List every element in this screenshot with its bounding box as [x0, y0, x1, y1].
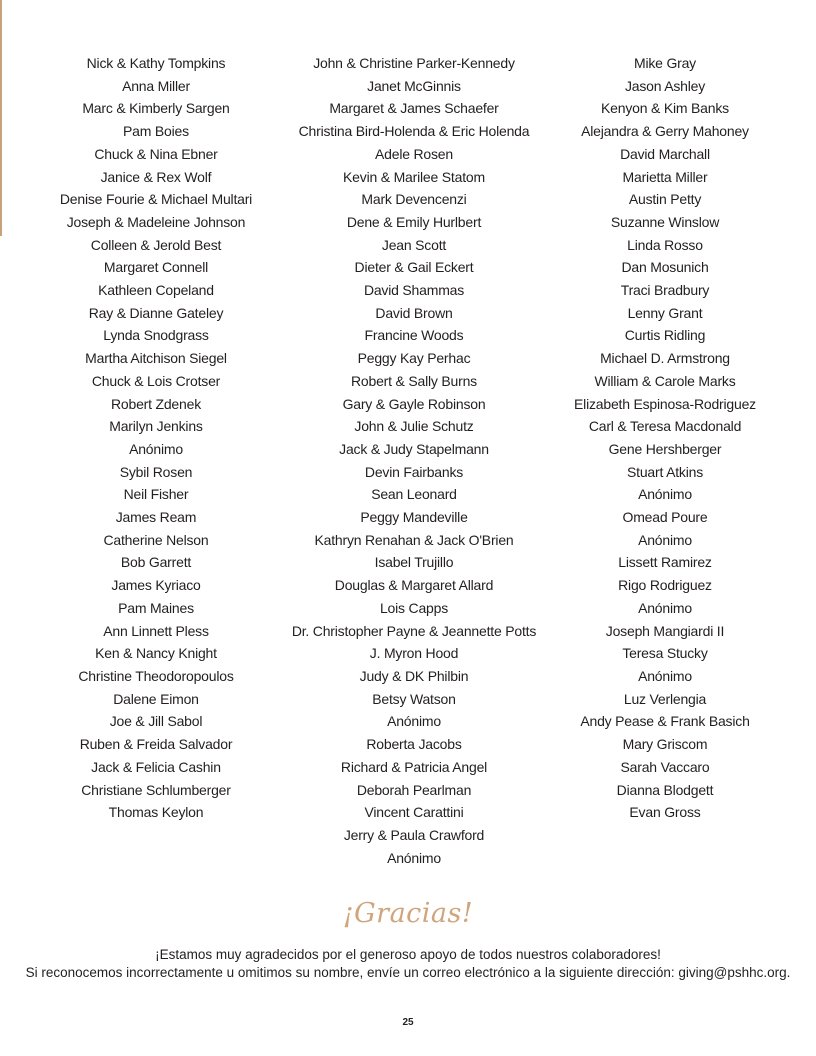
donor-name: John & Christine Parker-Kennedy: [313, 55, 515, 71]
donor-name: Kenyon & Kim Banks: [601, 100, 729, 117]
donor-name: Peggy Mandeville: [360, 509, 468, 526]
donor-name: Christina Bird-Holenda & Eric Holenda: [298, 123, 530, 140]
donor-name: Betsy Watson: [372, 690, 456, 707]
donor-name: Janet McGinnis: [367, 77, 461, 94]
donor-name: David Brown: [375, 304, 453, 321]
donor-name: Gary & Gayle Robinson: [342, 395, 486, 412]
donor-name: Evan Gross: [629, 804, 701, 821]
donor-name: David Shammas: [363, 282, 465, 299]
donor-name: Traci Bradbury: [620, 282, 710, 299]
donor-name: Nick & Kathy Tompkins: [86, 55, 226, 71]
donor-name: Ann Linnett Pless: [103, 622, 209, 639]
donor-name: David Marchall: [620, 145, 710, 162]
donor-name: Anónimo: [387, 849, 441, 866]
donor-name: Bob Garrett: [120, 554, 192, 571]
donor-name: Lois Capps: [379, 599, 449, 616]
donor-name: Suzanne Winslow: [610, 213, 720, 230]
donor-name: Rigo Rodriguez: [618, 577, 712, 594]
donor-name: Jason Ashley: [624, 77, 706, 94]
donor-name: Pam Maines: [118, 599, 194, 616]
donor-name: Dr. Christopher Payne & Jeannette Potts: [291, 622, 537, 639]
donor-name: Stuart Atkins: [627, 463, 703, 480]
donor-name: Curtis Ridling: [624, 327, 706, 344]
donor-name: Andy Pease & Frank Basich: [580, 713, 750, 730]
donor-name: J. Myron Hood: [369, 645, 459, 662]
donor-name: Janice & Rex Wolf: [100, 168, 212, 185]
donor-name: Richard & Patricia Angel: [340, 758, 488, 775]
donor-name: Joseph Mangiardi II: [605, 622, 725, 639]
donor-name: Linda Rosso: [627, 236, 703, 253]
donor-name: Kathryn Renahan & Jack O'Brien: [314, 531, 514, 548]
donor-name: Martha Aitchison Siegel: [85, 350, 227, 367]
donor-name: James Kyriaco: [111, 577, 201, 594]
donor-name: Sybil Rosen: [119, 463, 193, 480]
donor-name: Gene Hershberger: [608, 440, 722, 457]
donor-name: Douglas & Margaret Allard: [334, 577, 494, 594]
donor-name: Alejandra & Gerry Mahoney: [581, 123, 749, 140]
donor-name: Peggy Kay Perhac: [357, 350, 471, 367]
donor-name: Devin Fairbanks: [364, 463, 464, 480]
donor-name: Jerry & Paula Crawford: [343, 826, 485, 843]
donor-name: Sarah Vaccaro: [620, 758, 710, 775]
page-number: 25: [402, 1017, 414, 1028]
donor-name: Judy & DK Philbin: [359, 667, 469, 684]
donor-name: Jack & Felicia Cashin: [91, 758, 221, 775]
donor-name: Anónimo: [129, 440, 183, 457]
donor-name: Anónimo: [638, 667, 692, 684]
donor-name: Isabel Trujillo: [374, 554, 454, 571]
donor-name: Kathleen Copeland: [98, 282, 214, 299]
donor-name: Dan Mosunich: [621, 259, 709, 276]
donor-name: Michael D. Armstrong: [600, 350, 730, 367]
donor-name: Lenny Grant: [627, 304, 703, 321]
donor-name: Luz Verlengia: [623, 690, 707, 707]
donor-name: Dianna Blodgett: [616, 781, 714, 798]
donor-name: Roberta Jacobs: [366, 736, 462, 753]
donor-name: Mary Griscom: [622, 736, 708, 753]
donor-name: Mark Devencenzi: [361, 191, 467, 208]
donor-name: Anónimo: [638, 531, 692, 548]
donor-name: Carl & Teresa Macdonald: [588, 418, 742, 435]
donor-name: Christine Theodoropoulos: [78, 667, 234, 684]
donor-name: Dene & Emily Hurlbert: [346, 213, 482, 230]
donor-name: Elizabeth Espinosa-Rodriguez: [574, 395, 756, 412]
donor-name: Christiane Schlumberger: [81, 781, 231, 798]
donor-name: William & Carole Marks: [594, 372, 736, 389]
donor-name: John & Julie Schutz: [354, 418, 474, 435]
donor-name: Ruben & Freida Salvador: [79, 736, 233, 753]
donor-name: Deborah Pearlman: [356, 781, 472, 798]
donor-column-3: [556, 52, 774, 824]
donor-name: Colleen & Jerold Best: [90, 236, 222, 253]
gratitude-message: ¡Estamos muy agradecidos por el generoso apoyo de todos nuestros colaboradores!: [155, 947, 661, 962]
donor-name: Chuck & Nina Ebner: [94, 145, 218, 162]
donor-name: Marc & Kimberly Sargen: [82, 100, 230, 117]
donor-name: Joe & Jill Sabol: [109, 713, 203, 730]
donor-name: Anónimo: [638, 599, 692, 616]
donor-name: Lissett Ramirez: [618, 554, 712, 571]
correction-notice: Si reconocemos incorrectamente u omitimos su nombre, envíe un correo electrónico a la siguiente dirección: giving@pshhc.org.: [25, 965, 791, 980]
donor-name: Lynda Snodgrass: [103, 327, 209, 344]
donor-name: Margaret Connell: [103, 259, 209, 276]
donor-name: Vincent Carattini: [364, 804, 464, 821]
donor-name: Chuck & Lois Crotser: [91, 372, 221, 389]
donor-name: Jean Scott: [381, 236, 447, 253]
donor-name: Anna Miller: [122, 77, 190, 94]
donor-name: Robert & Sally Burns: [351, 372, 477, 389]
donor-name: Austin Petty: [628, 191, 702, 208]
donor-name: Anónimo: [387, 713, 441, 730]
donor-name: Dieter & Gail Eckert: [354, 259, 474, 276]
donor-name: Pam Boies: [123, 123, 189, 140]
donor-name: Marietta Miller: [622, 168, 708, 185]
donor-name: Anónimo: [638, 486, 692, 503]
donor-name: Adele Rosen: [375, 145, 453, 162]
donor-name: Francine Woods: [364, 327, 464, 344]
donor-name: Joseph & Madeleine Johnson: [66, 213, 246, 230]
donor-column-2: [288, 52, 540, 869]
donor-name: Jack & Judy Stapelmann: [339, 440, 489, 457]
donor-name: Catherine Nelson: [103, 531, 209, 548]
donor-name: Neil Fisher: [123, 486, 189, 503]
donor-name: Margaret & James Schaefer: [329, 100, 499, 117]
donor-name: Robert Zdenek: [110, 395, 201, 412]
donor-name: Teresa Stucky: [622, 645, 708, 662]
donor-name: Ray & Dianne Gateley: [88, 304, 224, 321]
donor-name: Sean Leonard: [371, 486, 457, 503]
donor-list: [0, 52, 816, 872]
donor-name: Kevin & Marilee Statom: [343, 168, 485, 185]
donor-name: Omead Poure: [622, 509, 708, 526]
donor-name: Dalene Eimon: [113, 690, 199, 707]
donor-name: James Ream: [115, 509, 197, 526]
donor-name: Ken & Nancy Knight: [95, 645, 217, 662]
donor-column-1: [40, 52, 272, 824]
donor-name: Marilyn Jenkins: [109, 418, 203, 435]
donor-name: Denise Fourie & Michael Multari: [59, 191, 253, 208]
donor-name: Thomas Keylon: [108, 804, 204, 821]
donor-name: Mike Gray: [634, 55, 696, 71]
thanks-heading: ¡Gracias!: [342, 898, 474, 929]
